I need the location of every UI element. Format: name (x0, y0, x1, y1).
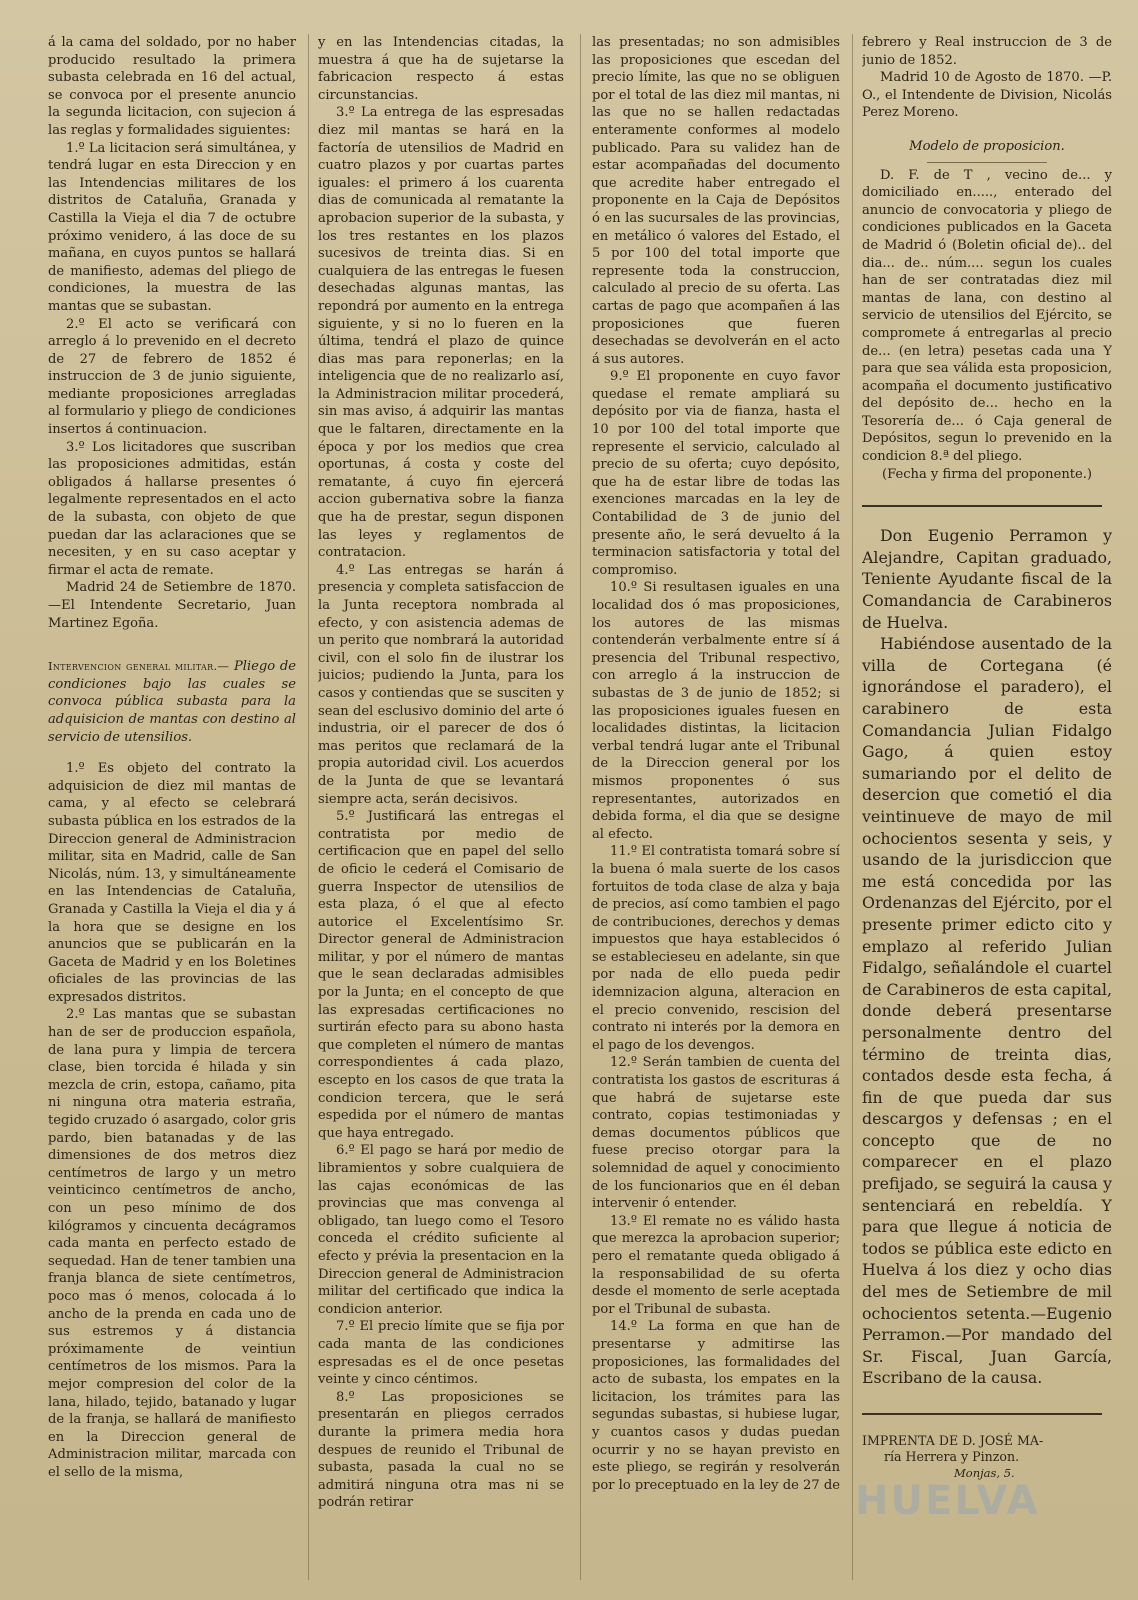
paragraph: 13.º El remate no es válido hasta que merezca la aprobacion superior; pero el rematante queda obligado á la responsabilidad de su oferta desde el momento de serle aceptada por el Tribunal de subasta. (592, 1213, 840, 1317)
model-title: Modelo de proposicion. (909, 138, 1065, 154)
paragraph: 3.º Los licitadores que suscriban las proposiciones admitidas, están obligados á hallarse presentes ó legalmente representados en el acto de la subasta, con objeto de que puedan dar las aclaraciones que se necesiten, y en su caso aceptar y firmar el acta de remate. (48, 439, 296, 578)
imprint-line: ría Herrera y Pinzon. (884, 1449, 1020, 1464)
paragraph: 12.º Serán tambien de cuenta del contratista los gastos de escrituras á que habrá de sujetarse este contrato, copias testimoniadas y demas documentos públicos que fuese preciso otorgar para la solemnidad de aquel y conocimiento de los funcionarios que en él deban intervenir ó entender. (592, 1055, 840, 1212)
imprint-address: Monjas, 5. (954, 1466, 1015, 1480)
paragraph: 1.º Es objeto del contrato la adquisicion de diez mil mantas de cama, y al efecto se celebrará subasta pública en los estrados de la Direccion general de Administracion militar, sita en Madrid, calle de San Nicolás, núm. 13, y simultáneamente en las Intendencias de Cataluña, Granada y Castilla la Vieja el dia y á la hora que se designe en los anuncios que se publicarán en la Gaceta de Madrid y en los Boletines oficiales de las provincias de las expresados distritos. (48, 761, 296, 1005)
paragraph: 2.º El acto se verificará con arreglo á lo prevenido en el decreto de 27 de febrero de 1852 é instruccion de 3 de junio siguiente, mediante proposiciones arregladas al formulario y pliego de condiciones insertos á continuacion. (48, 316, 296, 438)
paragraph: febrero y Real instruccion de 3 de junio de 1852. (862, 35, 1112, 68)
section-heading: Pliego de condiciones bajo las cuales se convoca pública subasta para la adquisicion de mantas con destino al servicio de utensilios. (48, 659, 296, 745)
divider (927, 162, 1047, 163)
paragraph: 4.º Las entregas se harán á presencia y completa satisfaccion de la Junta receptora nombrada al efecto, y con asistencia ademas de un perito que nombrará la autoridad civil, con el solo fin de ilustrar los juicios; pudiendo la Junta, para los casos y contiendas que se susciten y sean del esclusivo dominio del arte ó industria, oir el parecer de dos ó mas peritos que reclamará de la propia autoridad civil. Los acuerdos de la Junta de que se levantará siempre acta, serán decisivos. (318, 562, 564, 807)
column-rule (580, 34, 581, 1580)
archive-watermark: HUELVA (855, 1478, 1040, 1524)
signature: Madrid 10 de Agosto de 1870. —P. O., el Intendente de Division, Nicolás Perez Moreno. (862, 70, 1112, 121)
paragraph: 1.º La licitacion será simultánea, y tendrá lugar en esta Direccion y en las Intendencias militares de los distritos de Cataluña, Granada y Castilla la Vieja el dia 7 de octubre próximo venidero, á las doce de su mañana, en cuyos puntos se hallará de manifiesto, ademas del pliego de condiciones, la muestra de las mantas que se subastan. (48, 140, 296, 314)
paragraph: 8.º Las proposiciones se presentarán en pliegos cerrados durante la primera media hora despues de reunido el Tribunal de subasta, pasada la cual no se admitirá ninguna otra mas ni se podrán retirar (318, 1389, 564, 1511)
paragraph: D. F. de T , vecino de... y domiciliado en....., enterado del anuncio de convocatoria y pliego de condiciones publicados en la Gaceta de Madrid ó (Boletin oficial de).. del dia... de.. núm.... segun los cuales han de ser contratadas diez mil mantas de lana, con destino al servicio de utensilios del Ejército, se compromete á entregarlas al precio de... (en letra) pesetas cada una Y para que sea válida esta proposicion, acompaña el documento justificativo del depósito de... hecho en la Tesorería de... ó Caja general de Depósitos, segun lo prevenido en la condicion 8.ª del pliego. (862, 167, 1112, 465)
section-label: Intervencion general militar.— (48, 659, 230, 674)
edict-body: Habiéndose ausentado de la villa de Cortegana (é ignorándose el paradero), el carabinero de esta Comandancia Julian Fidalgo Gago, á quien estoy sumariando por el delito de desercion que cometió el dia veintinueve de mayo de mil ochocientos sesenta y seis, y usando de la jurisdiccion que me está concedida por las Ordenanzas del Ejército, por el presente primer edicto cito y emplazo al referido Julian Fidalgo, señalándole el cuartel de Carabineros de esta capital, donde deberá presentarse personalmente dentro del término de treinta dias, contados desde esta fecha, á fin de que pueda dar sus descargos y defensas ; en el concepto que de no comparecer en el plazo prefijado, se seguirá la causa y sentenciará en rebeldía. Y para que llegue á noticia de todos se pública este edicto en Huelva á los diez y ocho dias del mes de Setiembre de mil ochocientos setenta.—Eugenio Perramon.—Por mandado del Sr. Fiscal, Juan García, Escribano de la causa. (862, 634, 1112, 1388)
paragraph: 9.º El proponente en cuyo favor quedase el remate ampliará su depósito por via de fianza, hasta el 10 por 100 del total importe que represente el servicio, calculado al precio de su oferta; cuyo depósito, que ha de estar libre de todas las exenciones marcadas en la ley de Contabilidad de 3 de junio del presente año, le será devuelto á la terminacion satisfactoria y total del compromiso. (592, 369, 840, 578)
paragraph: y en las Intendencias citadas, la muestra á que ha de sujetarse la fabricacion respecto á estas circunstancias. (318, 35, 564, 103)
paragraph: 7.º El precio límite que se fija por cada manta de las condiciones espresadas es el de once pesetas veinte y cinco céntimos. (318, 1319, 564, 1388)
column-2 (318, 34, 564, 1588)
paragraph: 10.º Si resultasen iguales en una localidad dos ó mas proposiciones, los autores de las mismas contenderán verbalmente entre sí á presencia del Tribunal respectivo, con arreglo á la instruccion de subastas de 3 de junio de 1852; si las proposiciones iguales fuesen en localidades distintas, la licitacion verbal tendrá lugar ante el Tribunal de la Direccion general por los mismos proponentes ó sus representantes, autorizados en debida forma, el dia que se designe al efecto. (592, 580, 840, 842)
column-4 (862, 34, 1112, 1588)
edict-heading: Don Eugenio Perramon y Alejandre, Capitan graduado, Teniente Ayudante fiscal de la Comandancia de Carabineros de Huelva. (862, 526, 1112, 632)
paragraph: las presentadas; no son admisibles las proposiciones que escedan del precio límite, las que no se obliguen por el total de las diez mil mantas, ni las que no se hallen redactadas enteramente conformes al modelo publicado. Para su validez han de estar acompañadas del documento que acredite haber entregado el proponente en la Caja de Depósitos ó en las sucursales de las provincias, en metálico ó valores del Estado, el 5 por 100 del total importe que represente toda la construccion, calculado al precio de su oferta. Las cartas de pago que acompañen á las proposiciones que fueren desechadas se devolverán en el acto á sus autores. (592, 35, 840, 367)
paragraph: 11.º El contratista tomará sobre sí la buena ó mala suerte de los casos fortuitos de toda clase de alza y baja de precios, así como tambien el pago de contribuciones, derechos y demas impuestos que haya establecidos ó se establecieseu en adelante, sin que por nada de ello pueda pedir idemnizacion alguna, alteracion en el precio convenido, rescision del contrato ni interés por la demora en el pago de los devengos. (592, 844, 840, 1053)
signature: Madrid 24 de Setiembre de 1870. —El Intendente Secretario, Juan Martinez Egoña. (48, 580, 296, 631)
paragraph: 5.º Justificará las entregas el contratista por medio de certificacion que en papel del sello de oficio le cederá el Comisario de guerra Inspector de utensilios de esta plaza, ó el que al efecto autorice el Excelentísimo Sr. Director general de Administracion militar, y por el número de mantas que le sean declaradas admisibles por la Junta; en el concepto de que las expresadas certificaciones no surtirán efecto para su abono hasta que completen el número de mantas correspondientes á cada plazo, escepto en los casos de que trata la condicion tercera, que le será espedida por el número de mantas que haya entregado. (318, 809, 564, 1141)
divider (862, 505, 1102, 507)
signature-line: (Fecha y firma del proponente.) (881, 466, 1093, 482)
column-1 (48, 34, 296, 1588)
paragraph: 3.º La entrega de las espresadas diez mil mantas se hará en la factoría de utensilios de Madrid en cuatro plazos y por cuartas partes iguales: el primero á los cuarenta dias de comunicada al rematante la aprobacion superior de la subasta, y los tres restantes en los plazos sucesivos de treinta dias. Si en cualquiera de las entregas le fuesen desechadas algunas mantas, las repondrá por aumento en la entrega siguiente, y si no lo fueren en la última, tendrá el plazo de quince dias mas para reponerlas; en la inteligencia que de no realizarlo así, la Administracion militar procederá, sin mas aviso, á adquirir las mantas que le faltaren, directamente en la época y por los medios que crea oportunas, á costa y coste del rematante, á cuyo fin ejercerá accion gubernativa sobre la fianza que ha de prestar, segun disponen las leyes y reglamentos de contratacion. (318, 105, 564, 561)
column-rule (308, 34, 309, 1580)
section-title (48, 658, 296, 746)
divider (862, 1413, 1102, 1415)
column-3 (592, 34, 840, 1588)
paragraph: 14.º La forma en que han de presentarse y admitirse las proposiciones, las formalidades del acto de subasta, los empates en la licitacion, los trámites para las segundas subastas, si hubiese lugar, y cuantos casos y dudas puedan ocurrir y no se hayan previsto en este pliego, se regirán y resolverán por lo preceptuado en la ley de 27 de (592, 1319, 840, 1493)
imprint-line: IMPRENTA DE D. JOSÉ MA- (862, 1433, 1044, 1448)
paragraph: 2.º Las mantas que se subastan han de ser de produccion española, de lana pura y limpia de tercera clase, bien torcida é hilada y sin mezcla de crin, estopa, cañamo, pita ni ninguna otra materia estraña, tegido cruzado ó asargado, color gris pardo, bien batanadas y de las dimensiones de dos metros diez centímetros de largo y un metro veinticinco centímetros de ancho, con un peso mínimo de dos kilógramos y cincuenta decágramos cada manta en perfecto estado de sequedad. Han de tener tambien una franja blanca de siete centímetros, poco mas ó menos, colocada á lo ancho de la prenda en cada uno de sus estremos y á distancia próximamente de veintiun centímetros de los mismos. Para la mejor compresion del color de la lana, hilado, tejido, batanado y lugar de la franja, se hallará de manifiesto en la Direccion general de Administracion militar, marcada con el sello de la misma, (48, 1007, 296, 1480)
imprint (862, 1433, 1112, 1481)
paragraph: á la cama del soldado, por no haber producido resultado la primera subasta celebrada en 16 del actual, se convoca por el presente anuncio la segunda licitacion, con sujecion á las reglas y formalidades siguientes: (48, 35, 296, 138)
column-rule (852, 34, 853, 1580)
paragraph: 6.º El pago se hará por medio de libramientos y sobre cualquiera de las cajas económicas de las provincias que mas convenga al obligado, tan luego como el Tesoro conceda el crédito suficiente al efecto y prévia la presentacion en la Direccion general de Administracion militar del certificado que indica la condicion anterior. (318, 1143, 564, 1317)
